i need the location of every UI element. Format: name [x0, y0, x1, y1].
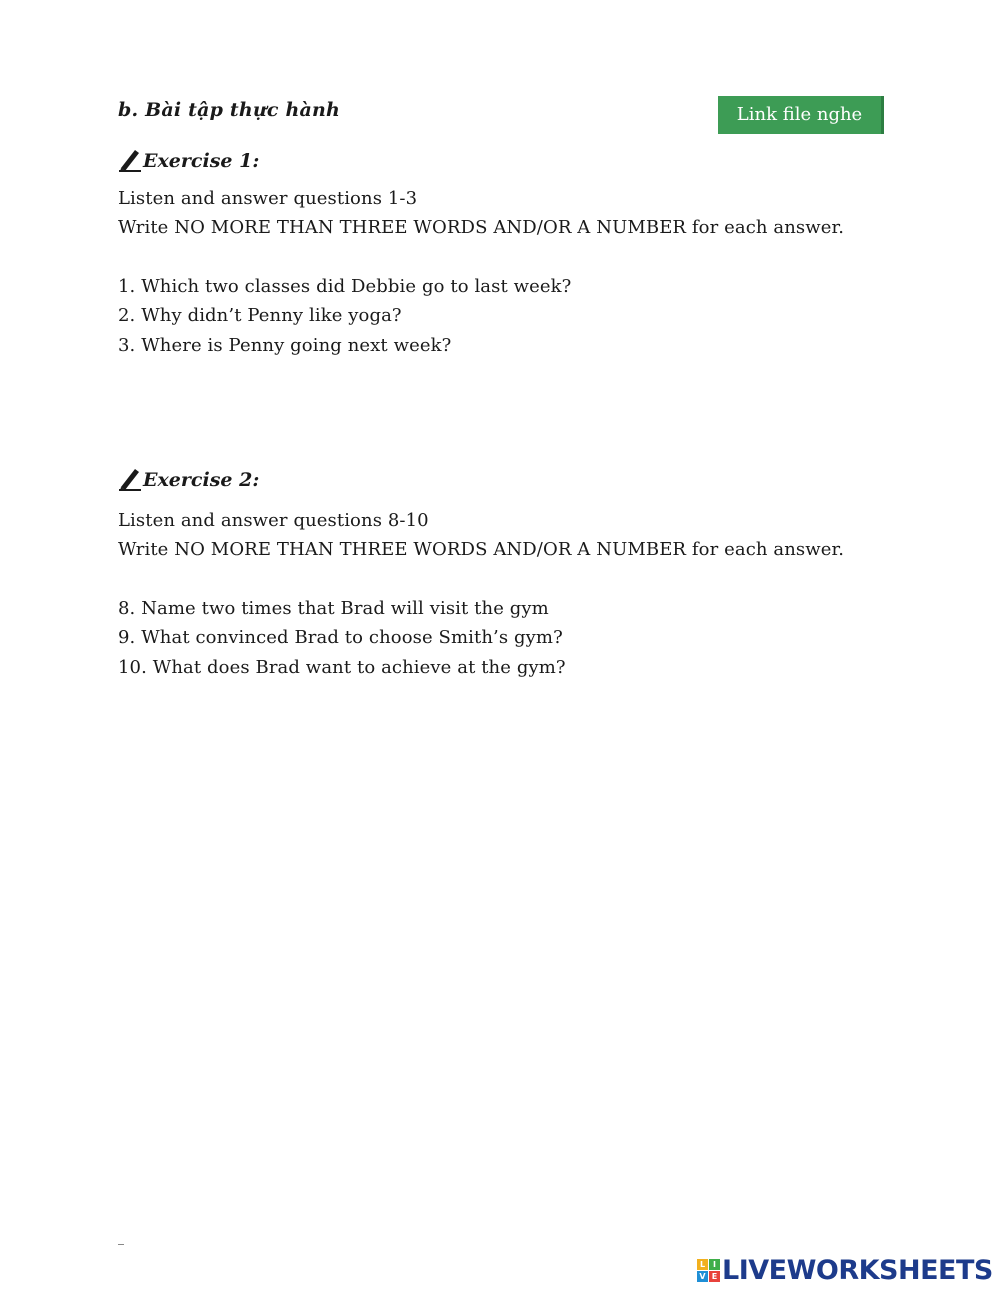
- question-8: 8. Name two times that Brad will visit the gym: [118, 598, 549, 619]
- question-10: 10. What does Brad want to achieve at the gym?: [118, 657, 566, 678]
- exercise-2-rule: Write NO MORE THAN THREE WORDS AND/OR A NUMBER for each answer.: [118, 539, 845, 560]
- section-heading: b. Bài tập thực hành: [118, 99, 341, 121]
- logo-block-l: L: [697, 1259, 708, 1270]
- exercise-2-title: Exercise 2:: [143, 469, 260, 491]
- exercise-1-rule: Write NO MORE THAN THREE WORDS AND/OR A NUMBER for each answer.: [118, 217, 845, 238]
- footer-dash: [118, 1244, 124, 1245]
- worksheet-logo-icon: [697, 1259, 720, 1282]
- question-3: 3. Where is Penny going next week?: [118, 335, 452, 356]
- pen-icon: [118, 465, 142, 491]
- question-1: 1. Which two classes did Debbie go to last week?: [118, 276, 572, 297]
- link-file-nghe-button[interactable]: Link file nghe: [718, 96, 884, 134]
- exercise-2-instruction: Listen and answer questions 8-10: [118, 510, 429, 531]
- exercise-1-title: Exercise 1:: [143, 150, 260, 172]
- exercise-2-heading: [118, 465, 259, 491]
- logo-block-i: I: [709, 1259, 720, 1270]
- brand-name: LIVEWORKSHEETS: [722, 1255, 993, 1286]
- exercise-1-heading: [118, 146, 259, 172]
- logo-block-v: V: [697, 1271, 708, 1282]
- question-9: 9. What convinced Brad to choose Smith’s gym?: [118, 627, 563, 648]
- logo-block-e: E: [709, 1271, 720, 1282]
- liveworksheets-brand: [697, 1255, 993, 1286]
- exercise-1-instruction: Listen and answer questions 1-3: [118, 188, 418, 209]
- question-2: 2. Why didn’t Penny like yoga?: [118, 305, 402, 326]
- pen-icon: [118, 146, 142, 172]
